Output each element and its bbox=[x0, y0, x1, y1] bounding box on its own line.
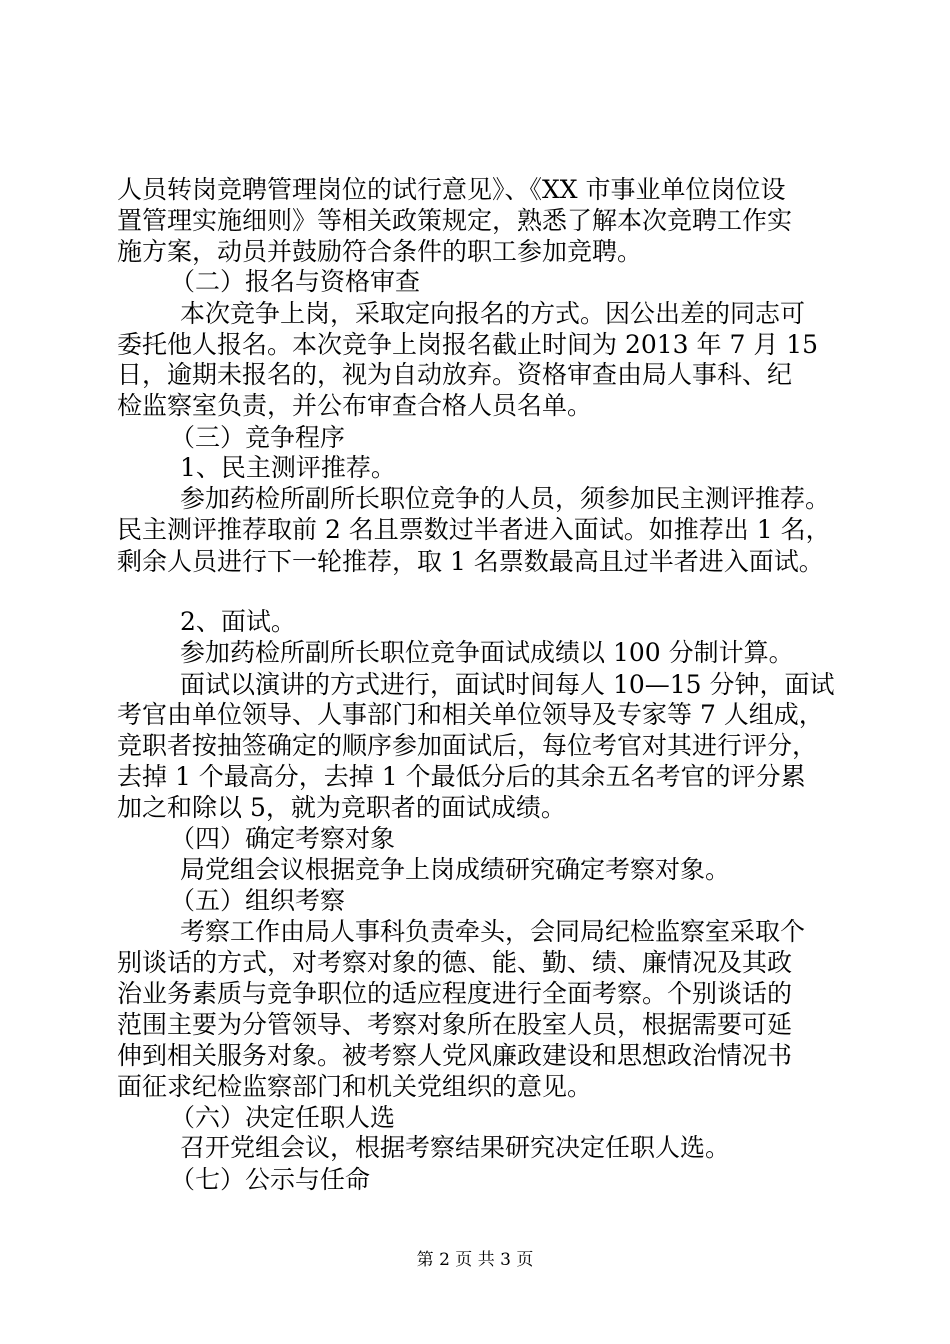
body-line: 去掉 1 个最高分，去掉 1 个最低分后的其余五名考官的评分累 bbox=[117, 761, 806, 791]
body-line: 竞职者按抽签确定的顺序参加面试后，每位考官对其进行评分， bbox=[117, 731, 818, 761]
body-line: 召开党组会议，根据考察结果研究决定任职人选。 bbox=[180, 1133, 731, 1163]
section-heading: （五）组织考察 bbox=[170, 885, 346, 915]
body-line: 治业务素质与竞争职位的适应程度进行全面考察。个别谈话的 bbox=[117, 978, 793, 1008]
body-line: 别谈话的方式，对考察对象的德、能、勤、绩、廉情况及其政 bbox=[117, 948, 793, 978]
section-heading: （三）竞争程序 bbox=[170, 422, 346, 452]
section-heading: （六）决定任职人选 bbox=[170, 1102, 396, 1132]
body-line: 人员转岗竞聘管理岗位的试行意见》、《XX 市事业单位岗位设 bbox=[117, 175, 786, 204]
body-line: 民主测评推荐取前 2 名且票数过半者进入面试。如推荐出 1 名， bbox=[117, 514, 831, 544]
section-heading: （七）公示与任命 bbox=[170, 1165, 371, 1194]
section-heading: （四）确定考察对象 bbox=[170, 824, 396, 854]
body-line: 考官由单位领导、人事部门和相关单位领导及专家等 7 人组成， bbox=[117, 700, 824, 730]
body-line: 日，逾期未报名的，视为自动放弃。资格审查由局人事科、纪 bbox=[117, 360, 793, 390]
body-line: 范围主要为分管领导、考察对象所在股室人员，根据需要可延 bbox=[117, 1009, 793, 1039]
body-line: 剩余人员进行下一轮推荐，取 1 名票数最高且过半者进入面试。 bbox=[117, 546, 824, 576]
body-line: 检监察室负责，并公布审查合格人员名单。 bbox=[117, 391, 593, 421]
page-footer: 第 2 页 共 3 页 bbox=[416, 1250, 534, 1270]
body-line: 考察工作由局人事科负责牵头，会同局纪检监察室采取个 bbox=[180, 917, 806, 947]
body-line: 伸到相关服务对象。被考察人党风廉政建设和思想政治情况书 bbox=[117, 1041, 793, 1071]
body-line: 参加药检所副所长职位竞争面试成绩以 100 分制计算。 bbox=[180, 637, 794, 667]
body-line: 本次竞争上岗，采取定向报名的方式。因公出差的同志可 bbox=[180, 298, 806, 328]
body-line: 置管理实施细则》等相关政策规定，熟悉了解本次竞聘工作实 bbox=[117, 205, 793, 235]
body-line: 面试以演讲的方式进行，面试时间每人 10—15 分钟，面试 bbox=[180, 669, 835, 699]
body-line: 面征求纪检监察部门和机关党组织的意见。 bbox=[117, 1071, 593, 1101]
section-heading: （二）报名与资格审查 bbox=[170, 267, 421, 297]
body-line: 施方案，动员并鼓励符合条件的职工参加竞聘。 bbox=[117, 236, 643, 266]
body-line: 局党组会议根据竞争上岗成绩研究确定考察对象。 bbox=[180, 854, 731, 884]
subsection-heading: 1、民主测评推荐。 bbox=[180, 453, 396, 483]
body-line: 加之和除以 5，就为竞职者的面试成绩。 bbox=[117, 793, 566, 823]
subsection-heading: 2、面试。 bbox=[180, 607, 296, 637]
body-line: 参加药检所副所长职位竞争的人员，须参加民主测评推荐。 bbox=[180, 484, 831, 514]
body-line: 委托他人报名。本次竞争上岗报名截止时间为 2013 年 7 月 15 bbox=[117, 329, 819, 359]
